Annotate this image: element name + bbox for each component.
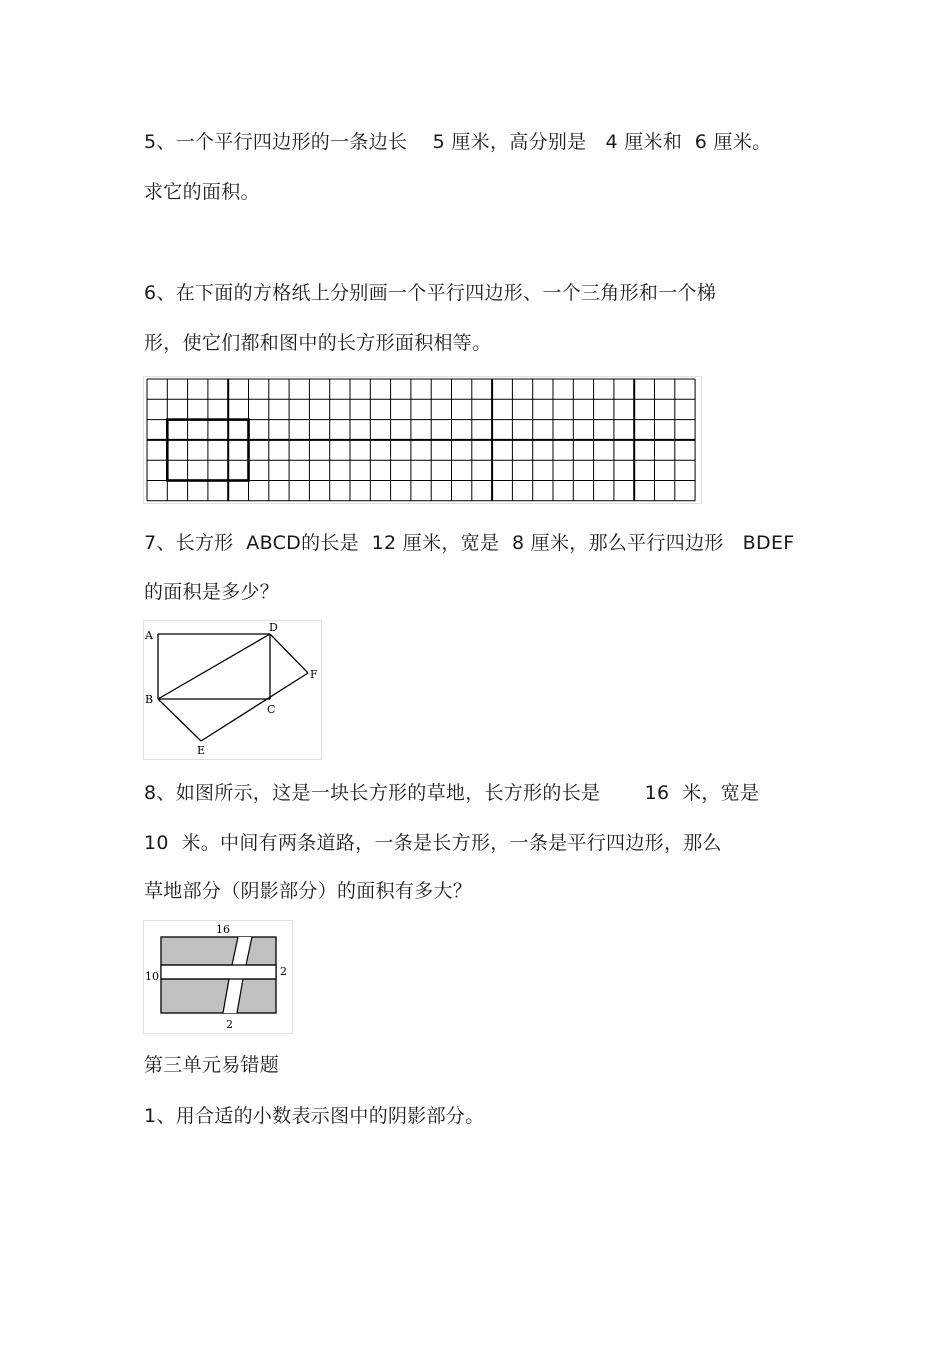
lawn-diagram — [143, 920, 293, 1034]
label-f: F — [310, 668, 318, 681]
q8-line1: 8、如图所示，这是一块长方形的草地，长方形的长是 16 米，宽是 — [144, 782, 760, 804]
q7-line2: 的面积是多少？ — [144, 581, 280, 603]
edge-fe — [201, 673, 308, 741]
rect-road — [161, 965, 276, 979]
diagonal-bd — [158, 634, 270, 699]
label-a: A — [145, 629, 153, 642]
label-b: B — [145, 693, 154, 706]
label-e: E — [197, 744, 206, 757]
label-d: D — [269, 621, 278, 634]
grid-paper — [143, 376, 703, 504]
q8-line3: 草地部分（阴影部分）的面积有多大？ — [144, 880, 473, 902]
q5-line2: 求它的面积。 — [144, 181, 260, 203]
q6-line1: 6、在下面的方格纸上分别画一个平行四边形、一个三角形和一个梯 — [144, 282, 717, 304]
q6-line2: 形，使它们都和图中的长方形面积相等。 — [144, 332, 492, 354]
q8-line2: 10 米。中间有两条道路，一条是长方形，一条是平行四边形，那么 — [144, 832, 722, 854]
abcd-bdef-diagram — [143, 620, 323, 760]
lawn-figure — [143, 920, 293, 1034]
section3-title: 第三单元易错题 — [144, 1054, 280, 1076]
label-road-width-bottom: 2 — [226, 1018, 233, 1031]
label-width-10: 10 — [145, 970, 159, 983]
section3-q1: 1、用合适的小数表示图中的阴影部分。 — [144, 1105, 485, 1127]
label-length-16: 16 — [216, 923, 230, 936]
grid-paper-figure — [143, 376, 703, 504]
edge-be — [158, 699, 201, 741]
rectangle-parallelogram-figure — [143, 620, 323, 760]
edge-df — [270, 634, 308, 673]
q7-line1: 7、长方形 ABCD的长是 12 厘米，宽是 8 厘米，那么平行四边形 BDEF — [144, 532, 795, 554]
label-c: C — [267, 703, 276, 716]
label-road-width-right: 2 — [280, 965, 287, 978]
q5-line1: 5、一个平行四边形的一条边长 5 厘米，高分别是 4 厘米和 6 厘米。 — [144, 131, 772, 153]
